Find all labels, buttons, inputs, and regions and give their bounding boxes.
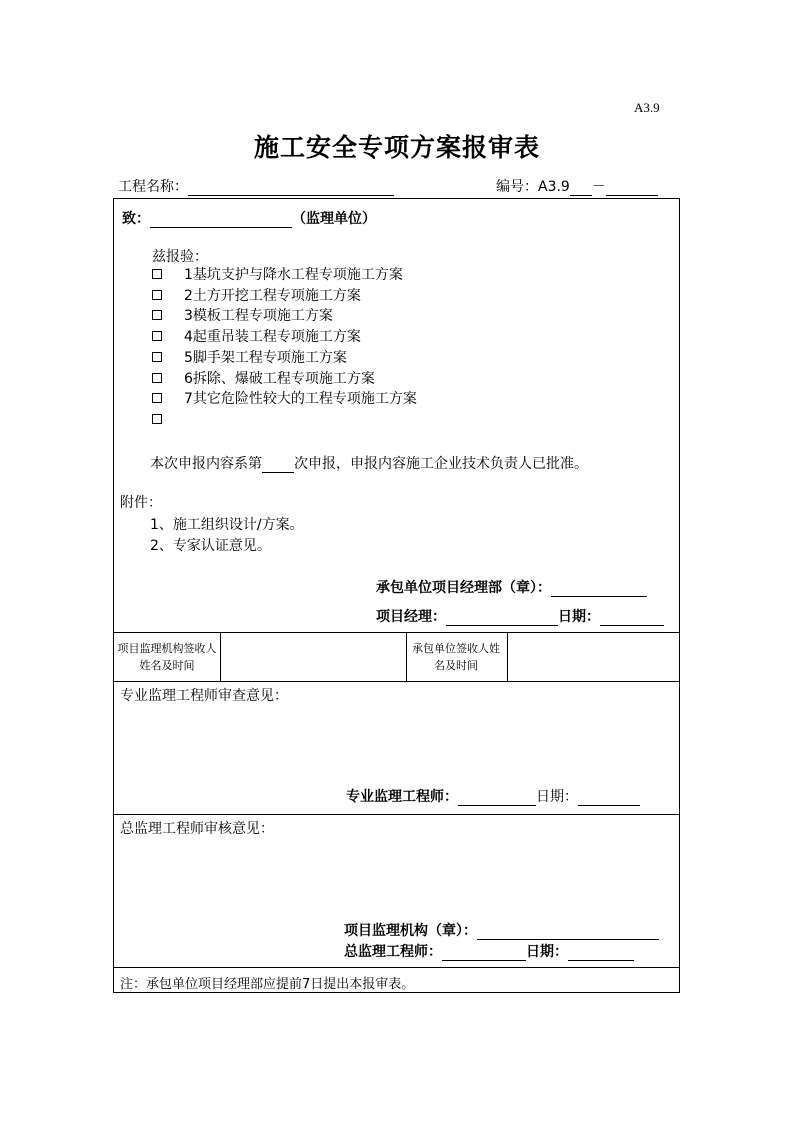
supervision-org-label: 项目监理机构（章）： (344, 923, 477, 939)
chief-engineer-field[interactable] (442, 946, 526, 961)
attachment-item: 2、专家认证意见。 (150, 538, 271, 554)
chief-date-field[interactable] (568, 946, 634, 961)
supervision-org-field[interactable] (477, 925, 659, 940)
checklist-item (152, 264, 403, 284)
number-separator: － (591, 179, 606, 195)
contractor-dept-signature (376, 577, 647, 597)
supervisor-unit-label: （监理单位） (292, 211, 376, 227)
divider-line (113, 814, 680, 815)
project-name-field[interactable] (188, 181, 394, 196)
checklist-item-label: 5脚手架工程专项施工方案 (184, 350, 347, 366)
project-name-row (118, 176, 394, 196)
number-field-1[interactable] (570, 181, 592, 196)
checkbox[interactable] (152, 290, 162, 300)
number-field-2[interactable] (606, 181, 658, 196)
statement-after: 次申报，申报内容施工企业技术负责人已批准。 (294, 456, 588, 472)
chief-engineer-label: 总监理工程师： (344, 944, 442, 960)
checkbox[interactable] (152, 352, 162, 362)
checklist-item (152, 409, 184, 429)
date-label: 日期： (558, 609, 600, 625)
specialist-engineer-label: 专业监理工程师： (346, 789, 458, 805)
divider-line (113, 967, 680, 968)
form-number-row (496, 176, 658, 196)
project-manager-signature (376, 606, 664, 626)
chief-date-label: 日期： (526, 944, 568, 960)
cell-divider (406, 632, 407, 681)
checklist-item (152, 326, 361, 346)
checklist-item (152, 347, 347, 367)
chief-review-label: 总监理工程师审核意见： (120, 821, 274, 837)
specialist-engineer-field[interactable] (458, 791, 536, 806)
checkbox[interactable] (152, 414, 162, 424)
checklist-item (152, 285, 361, 305)
submission-count-field[interactable] (262, 458, 294, 473)
project-manager-field[interactable] (446, 611, 558, 626)
specialist-review-label: 专业监理工程师审查意见： (120, 688, 288, 704)
project-name-label: 工程名称： (118, 179, 188, 195)
number-label: 编号： (496, 179, 538, 195)
checkbox[interactable] (152, 269, 162, 279)
checkbox[interactable] (152, 373, 162, 383)
checklist-item (152, 368, 375, 388)
supervisor-receiver-field[interactable] (221, 633, 406, 681)
checkbox[interactable] (152, 393, 162, 403)
to-label: 致： (122, 211, 150, 227)
submission-statement (150, 453, 588, 473)
supervisor-unit-field[interactable] (150, 213, 292, 228)
chief-engineer-signature (344, 941, 634, 961)
checklist-item-label: 4起重吊装工程专项施工方案 (184, 329, 361, 345)
attachments-label: 附件： (120, 495, 162, 511)
supervision-org-signature (344, 920, 659, 940)
contractor-receiver-label: 承包单位签收人姓名及时间 (412, 642, 500, 672)
form-code: A3.9 (634, 100, 660, 115)
checklist-item (152, 388, 417, 408)
statement-before: 本次申报内容系第 (150, 456, 262, 472)
project-manager-label: 项目经理： (376, 609, 446, 625)
number-prefix: A3.9 (538, 179, 570, 195)
page-title: 施工安全专项方案报审表 (253, 133, 540, 162)
checklist-item-label: 6拆除、爆破工程专项施工方案 (184, 371, 375, 387)
contractor-dept-label: 承包单位项目经理部（章）： (376, 580, 551, 596)
specialist-date-label: 日期： (536, 789, 578, 805)
checkbox[interactable] (152, 331, 162, 341)
contractor-receiver-field[interactable] (508, 633, 679, 681)
specialist-signature (346, 786, 640, 806)
intro-text: 兹报验： (152, 249, 208, 265)
contractor-dept-field[interactable] (551, 582, 647, 597)
divider-line (113, 681, 680, 682)
checklist-item (152, 305, 333, 325)
footnote: 注：承包单位项目经理部应提前7日提出本报审表。 (120, 977, 415, 992)
checklist-item-label: 1基坑支护与降水工程专项施工方案 (184, 267, 403, 283)
checklist-item-label: 3模板工程专项施工方案 (184, 308, 333, 324)
recipient-row (122, 208, 376, 228)
attachment-item: 1、施工组织设计/方案。 (150, 517, 304, 533)
checkbox[interactable] (152, 310, 162, 320)
checklist-item-label: 7其它危险性较大的工程专项施工方案 (184, 391, 417, 407)
date-field[interactable] (600, 611, 664, 626)
supervisor-receiver-label: 项目监理机构签收人姓名及时间 (117, 642, 217, 672)
specialist-date-field[interactable] (578, 791, 640, 806)
checklist-item-label: 2土方开挖工程专项施工方案 (184, 288, 361, 304)
